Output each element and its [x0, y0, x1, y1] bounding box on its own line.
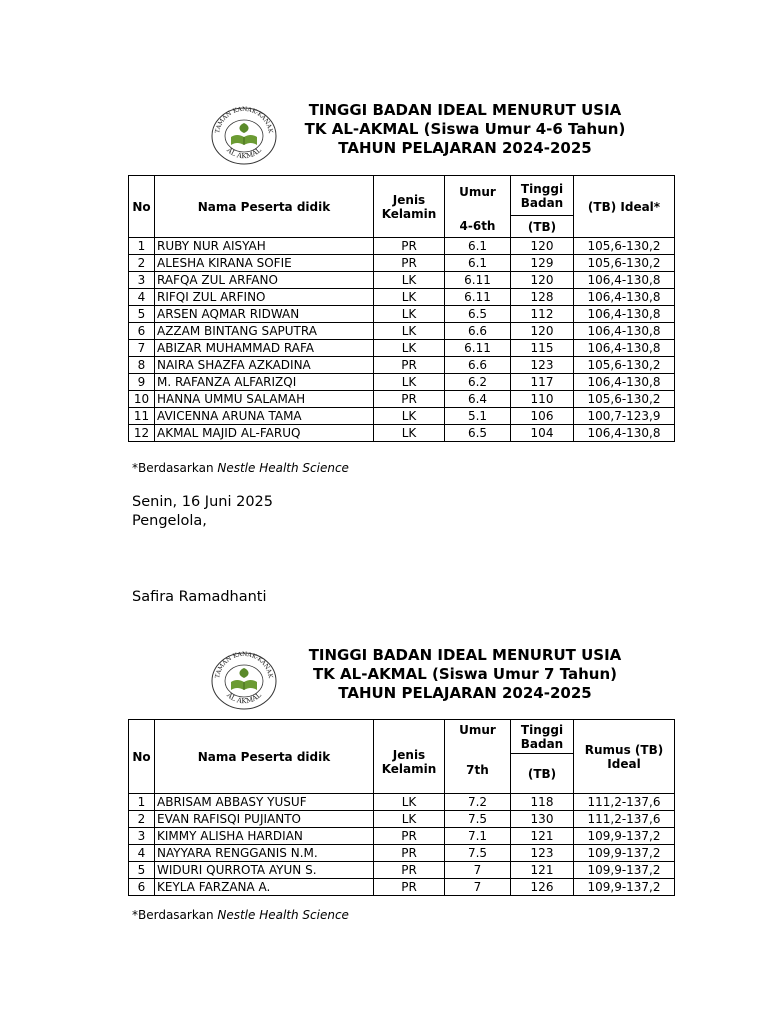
cell-ideal: 109,9-137,2: [574, 845, 675, 862]
section1-note-source: Nestle Health Science: [217, 461, 349, 475]
header-jenis-kelamin: Jenis Kelamin: [374, 176, 445, 238]
header-ideal: (TB) Ideal*: [574, 176, 675, 238]
cell-jk: LK: [374, 408, 445, 425]
cell-umur: 6.5: [445, 306, 511, 323]
cell-no: 3: [129, 272, 155, 289]
cell-umur: 7.1: [445, 828, 511, 845]
signature-name: Safira Ramadhanti: [132, 589, 267, 605]
signature-date: Senin, 16 Juni 2025: [132, 494, 274, 510]
cell-nama: NAIRA SHAZFA AZKADINA: [155, 357, 374, 374]
table-row: [129, 811, 675, 828]
cell-umur: 6.6: [445, 323, 511, 340]
cell-no: 1: [129, 794, 155, 811]
cell-ideal: 106,4-130,8: [574, 340, 675, 357]
cell-no: 2: [129, 811, 155, 828]
cell-umur: 6.1: [445, 255, 511, 272]
cell-umur: 6.4: [445, 391, 511, 408]
cell-tb: 120: [511, 238, 574, 255]
cell-no: 11: [129, 408, 155, 425]
logo-top-text: TAMAN KANAK-KANAK: [214, 105, 274, 134]
cell-nama: AVICENNA ARUNA TAMA: [155, 408, 374, 425]
cell-nama: KIMMY ALISHA HARDIAN: [155, 828, 374, 845]
header-nama: Nama Peserta didik: [155, 176, 374, 238]
section2-title-line3: TAHUN PELAJARAN 2024-2025: [338, 684, 592, 702]
cell-tb: 121: [511, 862, 574, 879]
cell-ideal: 111,2-137,6: [574, 794, 675, 811]
cell-ideal: 105,6-130,2: [574, 238, 675, 255]
cell-nama: HANNA UMMU SALAMAH: [155, 391, 374, 408]
section2-note-source: Nestle Health Science: [217, 908, 349, 922]
section1-title-line2: TK AL-AKMAL (Siswa Umur 4-6 Tahun): [304, 120, 626, 138]
cell-ideal: 109,9-137,2: [574, 862, 675, 879]
cell-tb: 117: [511, 374, 574, 391]
cell-nama: EVAN RAFISQI PUJIANTO: [155, 811, 374, 828]
cell-tb: 120: [511, 323, 574, 340]
section2-title-line2: TK AL-AKMAL (Siswa Umur 7 Tahun): [312, 665, 618, 683]
cell-no: 4: [129, 845, 155, 862]
cell-nama: RUBY NUR AISYAH: [155, 238, 374, 255]
cell-no: 1: [129, 238, 155, 255]
cell-jk: LK: [374, 323, 445, 340]
cell-jk: PR: [374, 828, 445, 845]
header-umur-label: Umur: [459, 184, 496, 199]
table-row: [129, 845, 675, 862]
cell-nama: RAFQA ZUL ARFANO: [155, 272, 374, 289]
section1-title-line1: TINGGI BADAN IDEAL MENURUT USIA: [308, 101, 622, 119]
cell-jk: PR: [374, 879, 445, 896]
header2-umur: [445, 720, 511, 794]
section1-table-body: [129, 238, 675, 442]
cell-jk: LK: [374, 811, 445, 828]
cell-no: 7: [129, 340, 155, 357]
table-row: [129, 272, 675, 289]
table-row: [129, 862, 675, 879]
cell-jk: PR: [374, 391, 445, 408]
header2-nama: Nama Peserta didik: [155, 720, 374, 794]
cell-umur: 6.6: [445, 357, 511, 374]
header2-ideal: Rumus (TB) Ideal: [574, 720, 675, 794]
cell-no: 5: [129, 306, 155, 323]
cell-jk: LK: [374, 272, 445, 289]
table-row: [129, 425, 675, 442]
cell-nama: AZZAM BINTANG SAPUTRA: [155, 323, 374, 340]
cell-jk: PR: [374, 255, 445, 272]
cell-no: 2: [129, 255, 155, 272]
cell-umur: 7: [445, 862, 511, 879]
cell-umur: 6.11: [445, 340, 511, 357]
section1-note-prefix: *Berdasarkan: [132, 461, 218, 475]
cell-no: 12: [129, 425, 155, 442]
table-row: [129, 323, 675, 340]
cell-no: 10: [129, 391, 155, 408]
cell-jk: LK: [374, 306, 445, 323]
section1-note: [132, 461, 349, 475]
cell-no: 6: [129, 323, 155, 340]
cell-ideal: 106,4-130,8: [574, 374, 675, 391]
section2-heading: [250, 646, 680, 703]
cell-nama: NAYYARA RENGGANIS N.M.: [155, 845, 374, 862]
table-row: [129, 828, 675, 845]
cell-ideal: 106,4-130,8: [574, 306, 675, 323]
cell-jk: PR: [374, 238, 445, 255]
cell-tb: 130: [511, 811, 574, 828]
cell-umur: 6.2: [445, 374, 511, 391]
cell-nama: AKMAL MAJID AL-FARUQ: [155, 425, 374, 442]
header2-jenis-kelamin: Jenis Kelamin: [374, 720, 445, 794]
section2-table-body: [129, 794, 675, 896]
cell-ideal: 106,4-130,8: [574, 323, 675, 340]
cell-no: 6: [129, 879, 155, 896]
cell-ideal: 105,6-130,2: [574, 255, 675, 272]
cell-tb: 115: [511, 340, 574, 357]
cell-jk: PR: [374, 862, 445, 879]
cell-jk: LK: [374, 794, 445, 811]
cell-no: 8: [129, 357, 155, 374]
cell-umur: 5.1: [445, 408, 511, 425]
table-row: [129, 879, 675, 896]
table-row: [129, 391, 675, 408]
cell-umur: 6.1: [445, 238, 511, 255]
cell-tb: 129: [511, 255, 574, 272]
header2-tb: (TB): [511, 754, 574, 794]
cell-jk: PR: [374, 357, 445, 374]
logo-bottom-text: AL AKMAL: [225, 146, 263, 161]
cell-ideal: 100,7-123,9: [574, 408, 675, 425]
section2-title-line1: TINGGI BADAN IDEAL MENURUT USIA: [308, 646, 622, 664]
cell-nama: ABRISAM ABBASY YUSUF: [155, 794, 374, 811]
header2-umur-label: Umur: [459, 722, 496, 737]
cell-jk: LK: [374, 289, 445, 306]
cell-umur: 7.5: [445, 811, 511, 828]
cell-nama: ARSEN AQMAR RIDWAN: [155, 306, 374, 323]
signature-role: Pengelola,: [132, 513, 207, 529]
header-tb: (TB): [511, 216, 574, 238]
table-row: [129, 306, 675, 323]
cell-umur: 7.2: [445, 794, 511, 811]
header2-tinggi-badan: Tinggi Badan: [511, 720, 574, 754]
section1-title-line3: TAHUN PELAJARAN 2024-2025: [338, 139, 592, 157]
cell-nama: KEYLA FARZANA A.: [155, 879, 374, 896]
cell-no: 5: [129, 862, 155, 879]
cell-tb: 123: [511, 357, 574, 374]
cell-tb: 110: [511, 391, 574, 408]
cell-tb: 126: [511, 879, 574, 896]
cell-no: 4: [129, 289, 155, 306]
cell-ideal: 106,4-130,8: [574, 289, 675, 306]
cell-tb: 104: [511, 425, 574, 442]
cell-jk: PR: [374, 845, 445, 862]
table-row: [129, 357, 675, 374]
cell-ideal: 109,9-137,2: [574, 879, 675, 896]
table-row: [129, 408, 675, 425]
table-row: [129, 374, 675, 391]
cell-ideal: 105,6-130,2: [574, 357, 675, 374]
cell-nama: M. RAFANZA ALFARIZQI: [155, 374, 374, 391]
header-umur-sub: 4-6th: [459, 218, 496, 233]
cell-jk: LK: [374, 374, 445, 391]
table-row: [129, 255, 675, 272]
cell-no: 9: [129, 374, 155, 391]
header2-no: No: [129, 720, 155, 794]
cell-jk: LK: [374, 340, 445, 357]
cell-jk: LK: [374, 425, 445, 442]
cell-umur: 6.5: [445, 425, 511, 442]
cell-umur: 6.11: [445, 289, 511, 306]
table-row: [129, 289, 675, 306]
cell-umur: 6.11: [445, 272, 511, 289]
cell-nama: WIDURI QURROTA AYUN S.: [155, 862, 374, 879]
section2-table: [128, 719, 675, 896]
logo2-bottom-text: AL AKMAL: [225, 691, 263, 706]
cell-umur: 7: [445, 879, 511, 896]
cell-nama: ALESHA KIRANA SOFIE: [155, 255, 374, 272]
cell-ideal: 106,4-130,8: [574, 272, 675, 289]
cell-tb: 120: [511, 272, 574, 289]
section1-heading: [250, 101, 680, 158]
table-row: [129, 238, 675, 255]
cell-tb: 112: [511, 306, 574, 323]
section2-note: [132, 908, 349, 922]
header-no: No: [129, 176, 155, 238]
table-row: [129, 340, 675, 357]
section1-table: [128, 175, 675, 442]
cell-no: 3: [129, 828, 155, 845]
header2-umur-sub: 7th: [466, 762, 489, 777]
section2-note-prefix: *Berdasarkan: [132, 908, 218, 922]
cell-nama: RIFQI ZUL ARFINO: [155, 289, 374, 306]
cell-ideal: 109,9-137,2: [574, 828, 675, 845]
header-umur: [445, 176, 511, 238]
cell-tb: 123: [511, 845, 574, 862]
cell-tb: 121: [511, 828, 574, 845]
cell-ideal: 111,2-137,6: [574, 811, 675, 828]
cell-tb: 128: [511, 289, 574, 306]
logo2-top-text: TAMAN KANAK-KANAK: [214, 650, 274, 679]
cell-ideal: 105,6-130,2: [574, 391, 675, 408]
cell-nama: ABIZAR MUHAMMAD RAFA: [155, 340, 374, 357]
cell-ideal: 106,4-130,8: [574, 425, 675, 442]
cell-tb: 118: [511, 794, 574, 811]
table-row: [129, 794, 675, 811]
header-tinggi-badan: Tinggi Badan: [511, 176, 574, 216]
cell-umur: 7.5: [445, 845, 511, 862]
cell-tb: 106: [511, 408, 574, 425]
